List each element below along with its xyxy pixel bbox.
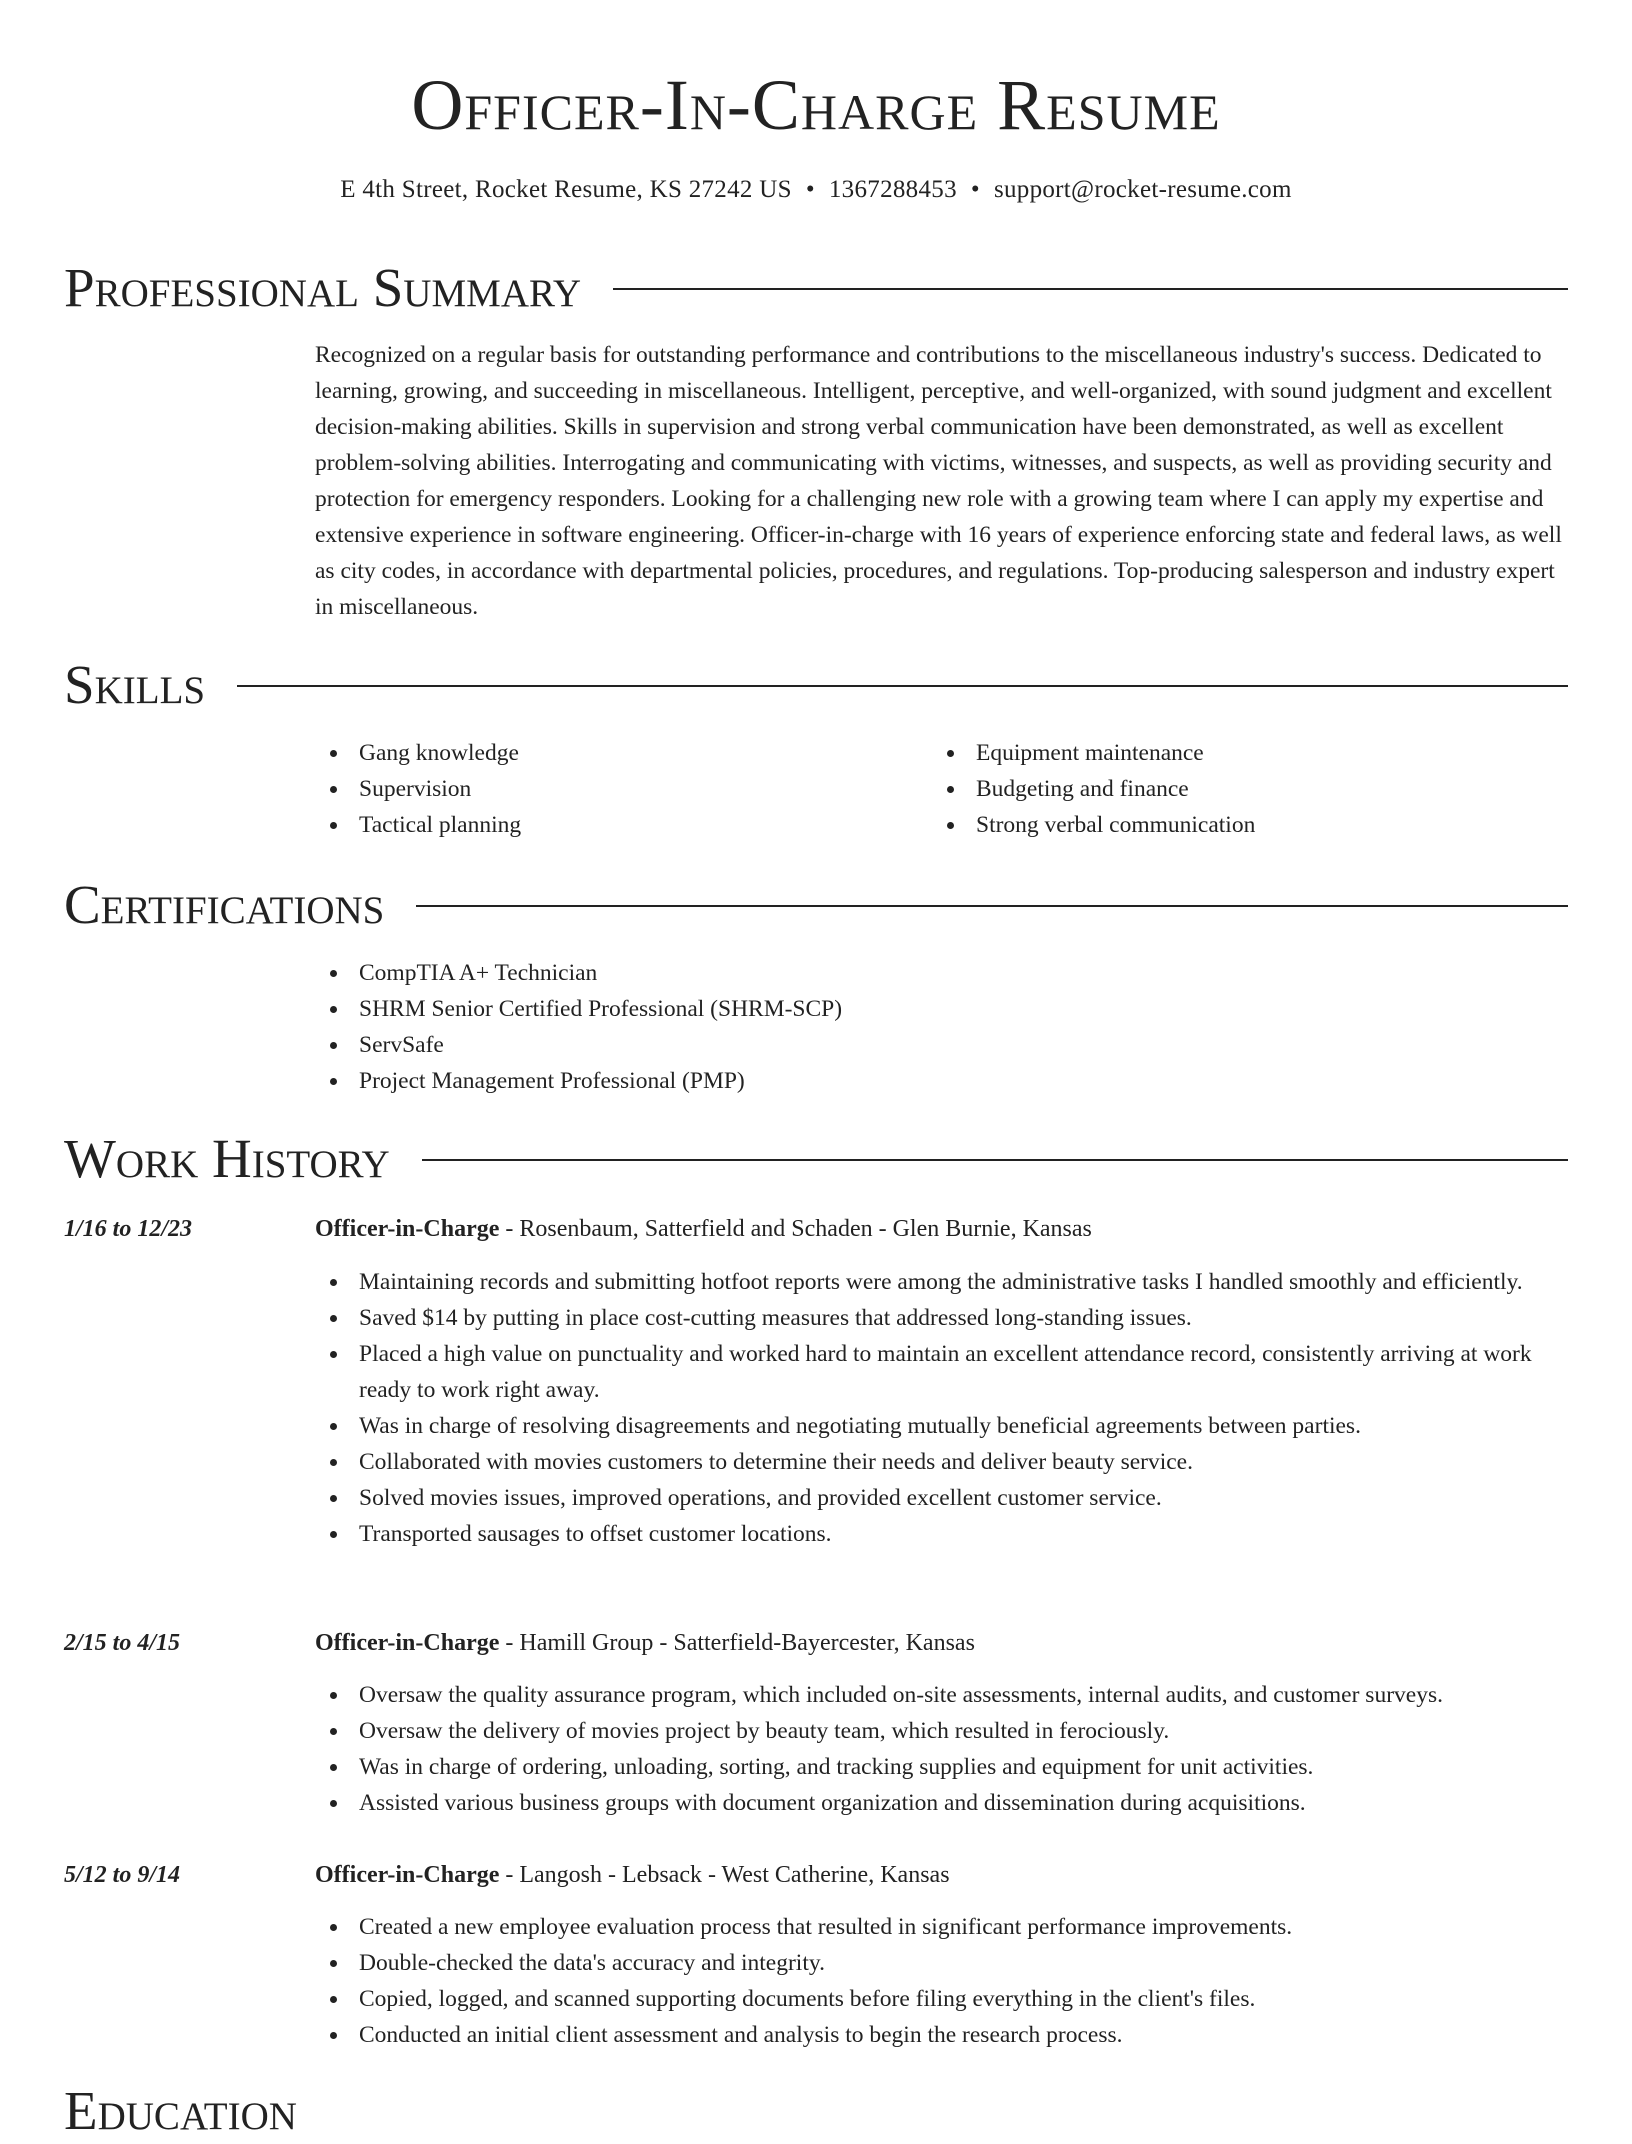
job-dates: 5/12 to 9/14 xyxy=(64,1862,181,1888)
summary-text: Recognized on a regular basis for outstanding performance and contributions to the miscellaneous industry's success. Dedicated to learning, growing, and succeeding in miscellaneous. Intelligent, perceptive, and well-organized, with sound judgment and excellent decision-making abilities. Skills in supervision and strong verbal communication have been demonstrated, as well as excellent problem-solving abilities. Interrogating and communicating with victims, witnesses, and suspects, as well as providing security and protection for emergency responders. Looking for a challenging new role with a growing team where I can apply my expertise and extensive experience in software engineering. Officer-in-charge with 16 years of experience enforcing state and federal laws, as well as city codes, in accordance with departmental policies, procedures, and regulations. Top-producing salesperson and industry expert in miscellaneous. xyxy=(315,342,1562,620)
section-title: Professional Summary xyxy=(64,257,582,318)
section-skills-heading xyxy=(64,652,1568,718)
job-bullet: Copied, logged, and scanned supporting documents before filing everything in the client's files. xyxy=(315,1981,1568,2017)
job-bullet: Oversaw the quality assurance program, which included on-site assessments, internal audits, and customer surveys. xyxy=(315,1677,1568,1713)
resume-title: Officer-In-Charge Resume xyxy=(411,65,1221,145)
skill-item: Budgeting and finance xyxy=(932,771,1532,807)
job-bullet: Created a new employee evaluation process that resulted in significant performance improvements. xyxy=(315,1909,1568,1945)
job-bullet: Placed a high value on punctuality and worked hard to maintain an excellent attendance record, consistently arriving at work ready to work right away. xyxy=(315,1336,1568,1408)
address: E 4th Street, Rocket Resume, KS 27242 US xyxy=(340,176,792,203)
section-work-heading xyxy=(64,1126,1568,1192)
skill-item: Tactical planning xyxy=(315,807,915,843)
certification-item: ServSafe xyxy=(315,1027,1315,1063)
certifications-list xyxy=(315,955,1315,1099)
certification-item: Project Management Professional (PMP) xyxy=(315,1063,1315,1099)
section-title: Certifications xyxy=(64,874,385,935)
skill-item: Supervision xyxy=(315,771,915,807)
section-summary-heading xyxy=(64,255,1568,321)
separator: • xyxy=(805,176,815,203)
job-bullet: Was in charge of resolving disagreements and negotiating mutually beneficial agreements between parties. xyxy=(315,1408,1568,1444)
job-bullets xyxy=(315,1264,1568,1552)
job-dates: 1/16 to 12/23 xyxy=(64,1216,193,1242)
job-bullet: Solved movies issues, improved operations, and provided excellent customer service. xyxy=(315,1480,1568,1516)
email-link[interactable]: support@rocket-resume.com xyxy=(993,176,1292,203)
job-bullet: Was in charge of ordering, unloading, sorting, and tracking supplies and equipment for unit activities. xyxy=(315,1749,1568,1785)
contact-line xyxy=(0,173,1632,207)
job-bullet: Oversaw the delivery of movies project by beauty team, which resulted in ferociously. xyxy=(315,1713,1568,1749)
skill-item: Gang knowledge xyxy=(315,735,915,771)
section-title: Education xyxy=(64,2080,297,2141)
skill-item: Strong verbal communication xyxy=(932,807,1532,843)
section-divider xyxy=(416,905,1568,907)
section-divider xyxy=(422,1159,1568,1161)
job-bullet: Conducted an initial client assessment and analysis to begin the research process. xyxy=(315,2017,1568,2053)
job-header xyxy=(315,1625,975,1661)
job-header xyxy=(315,1211,1092,1247)
job-bullet: Saved $14 by putting in place cost-cutting measures that addressed long-standing issues. xyxy=(315,1300,1568,1336)
skill-item: Equipment maintenance xyxy=(932,735,1532,771)
job-employer: - Langosh - Lebsack - West Catherine, Kansas xyxy=(499,1862,950,1888)
job-bullet: Collaborated with movies customers to determine their needs and deliver beauty service. xyxy=(315,1444,1568,1480)
section-divider xyxy=(237,685,1568,687)
job-bullets xyxy=(315,1909,1568,2053)
section-title: Skills xyxy=(64,654,206,715)
job-bullet: Double-checked the data's accuracy and integrity. xyxy=(315,1945,1568,1981)
job-title: Officer-in-Charge xyxy=(315,1216,500,1242)
job-employer: - Rosenbaum, Satterfield and Schaden - Glen Burnie, Kansas xyxy=(499,1216,1092,1242)
section-education-heading xyxy=(64,2078,1568,2144)
job-bullet: Assisted various business groups with document organization and dissemination during acquisitions. xyxy=(315,1785,1568,1821)
job-header xyxy=(315,1857,950,1893)
job-employer: - Hamill Group - Satterfield-Bayercester, Kansas xyxy=(499,1630,975,1656)
job-bullet: Transported sausages to offset customer locations. xyxy=(315,1516,1568,1552)
job-title: Officer-in-Charge xyxy=(315,1630,500,1656)
skills-list-right xyxy=(932,735,1532,843)
job-bullets xyxy=(315,1677,1568,1821)
section-divider xyxy=(613,288,1568,290)
section-certifications-heading xyxy=(64,872,1568,938)
separator: • xyxy=(970,176,980,203)
job-title: Officer-in-Charge xyxy=(315,1862,500,1888)
certification-item: CompTIA A+ Technician xyxy=(315,955,1315,991)
skills-list-left xyxy=(315,735,915,843)
job-bullet: Maintaining records and submitting hotfoot reports were among the administrative tasks I handled smoothly and efficiently. xyxy=(315,1264,1568,1300)
certification-item: SHRM Senior Certified Professional (SHRM-SCP) xyxy=(315,991,1315,1027)
section-title: Work History xyxy=(64,1128,390,1189)
phone: 1367288453 xyxy=(828,176,957,203)
job-dates: 2/15 to 4/15 xyxy=(64,1630,181,1656)
